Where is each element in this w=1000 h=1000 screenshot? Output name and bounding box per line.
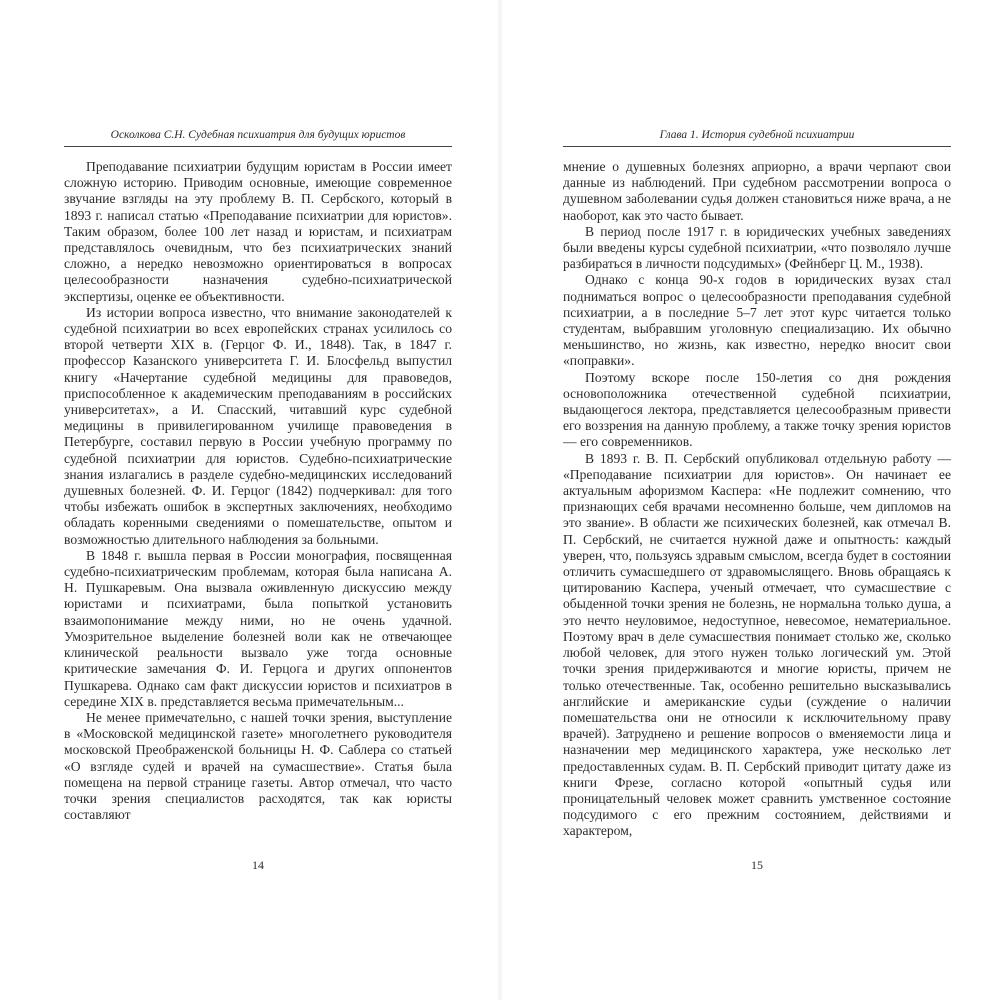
left-page — [64, 128, 452, 888]
paragraph: Из истории вопроса известно, что внимание законодателей к судебной психиатрии во всех европейских странах усилилось со второй четверти XIX в. (Герцог Ф. И., 1848). Так, в 1847 г. профессор Казанского университета Г. И. Блосфельд выпустил книгу «Начертание судебной медицины для правоведов, приспособленное к академическим преподаваниям в российских университетах», а И. Спасский, читавший курс судебной медицины в привилегированном училище правоведения в Петербурге, составил первую в России учебную программу по судебной психиатрии для юристов. Судебно-психиатрические знания излагались в разделе судебно-медицинских исследований душевных болезней. Ф. И. Герцог (1842) подчеркивал: для того чтобы избежать ошибок в экспертных заключениях, необходимо обладать коренными сведениями о помешательстве, опытом и возможностью длительного наблюдения за больными. — [64, 304, 452, 547]
paragraph: Однако с конца 90-х годов в юридических вузах стал подниматься вопрос о целесообразности преподавания судебной психиатрии, а в последние 5–7 лет этот курс читается только студентам, выбравшим уголовную специализацию. Их обычно меньшинство, но жизнь, как известно, нередко вносит свои «поправки». — [563, 272, 951, 369]
left-header-rule — [64, 146, 452, 147]
paragraph-continuation: мнение о душевных болезнях априорно, а врачи черпают свои данные из наблюдений. При судебном рассмотрении вопроса о душевном заболевании судья должен становиться ниже врача, а не наоборот, как это часто бывает. — [563, 159, 951, 223]
paragraph: В 1893 г. В. П. Сербский опубликовал отдельную работу — «Преподавание психиатрии для юристов». Он начинает ее актуальным афоризмом Каспера: «Не подлежит сомнению, что признающих себя врачами несомненно больше, чем дипломов на это звание». В области же психических болезней, как отмечал В. П. Сербский, не считается нужной даже и опытность: каждый уверен, что, пользуясь здравым смыслом, всегда будет в состоянии отличить сумасшедшего от здравомыслящего. Вновь обращаясь к цитированию Каспера, ученый отмечает, что сумасшествие с обыденной точки зрения не болезнь, не нормальна только душа, а это нечто неуловимое, недоступное, невесомое, нематериальное. Поэтому врач в деле сумасшествия понимает столько же, сколько любой человек, для этого нужен только логический ум. Этой точки зрения придерживаются и многие юристы, причем не только отечественные. Так, особенно решительно высказывались английские и американские судьи (суждение о наличии помешательства они не относили к исключительному праву врачей). Затруднено и решение вопросов о вменяемости лица и назначении мер медицинского характера, уже несколько лет предоставленных судам. В. П. Сербский приводит цитату даже из книги Фрезе, согласно которой «опытный судья или проницательный человек может сравнить умственное состояние подсудимого с его прежним состоянием, действиями и характером, — [563, 450, 951, 839]
paragraph: В период после 1917 г. в юридических учебных заведениях были введены курсы судебной психиатрии, «что позволяло лучше разбираться в личности подсудимых» (Фейнберг Ц. М., 1938). — [563, 223, 951, 272]
right-page-number: 15 — [751, 858, 763, 872]
paragraph: Преподавание психиатрии будущим юристам в России имеет сложную историю. Приводим основные, имеющие современное звучание взгляды на эту проблему В. П. Сербского, который в 1893 г. написал статью «Преподавание психиатрии для юристов». Таким образом, более 100 лет назад и юристам, и психиатрам представлялось очевидным, что без психиатрических знаний сложно, а нередко невозможно ориентироваться в вопросах целесообразности назначения судебно-психиатрической экспертизы, оценке ее объективности. — [64, 159, 452, 304]
paragraph: Не менее примечательно, с нашей точки зрения, выступление в «Московской медицинской газете» многолетнего руководителя московской Преображенской больницы Н. Ф. Саблера со статьей «О взгляде судей и врачей на сумасшествие». Статья была помещена на первой странице газеты. Автор отмечал, что часто точки зрения специалистов расходятся, так как юристы составляют — [64, 709, 452, 823]
left-page-number: 14 — [252, 858, 264, 872]
left-page-body — [64, 159, 452, 823]
right-header-rule — [563, 146, 951, 147]
right-page-body — [563, 159, 951, 840]
right-page — [563, 128, 951, 888]
paragraph: В 1848 г. вышла первая в России монография, посвященная судебно-психиатрическим проблемам, которая была написана А. Н. Пушкаревым. Она вызвала оживленную дискуссию между юристами и психиатрами, была попыткой установить взаимопонимание между ними, но не очень удачной. Умозрительное выделение болезней воли как не отвечающее клинической реальности вызвало уже тогда основные критические замечания Ф. И. Герцога и других оппонентов Пушкарева. Однако сам факт дискуссии юристов и психиатров в середине XIX в. представляется весьма примечательным... — [64, 547, 452, 709]
paragraph: Поэтому вскоре после 150-летия со дня рождения основоположника отечественной судебной психиатрии, выдающегося лектора, представляется целесообразным привести его воззрения на данную проблему, а также точку зрения юристов — его современников. — [563, 369, 951, 450]
left-running-head: Осколкова С.Н. Судебная психиатрия для будущих юристов — [110, 129, 406, 141]
book-gutter — [497, 0, 503, 1000]
right-running-head: Глава 1. История судебной психиатрии — [659, 129, 855, 141]
